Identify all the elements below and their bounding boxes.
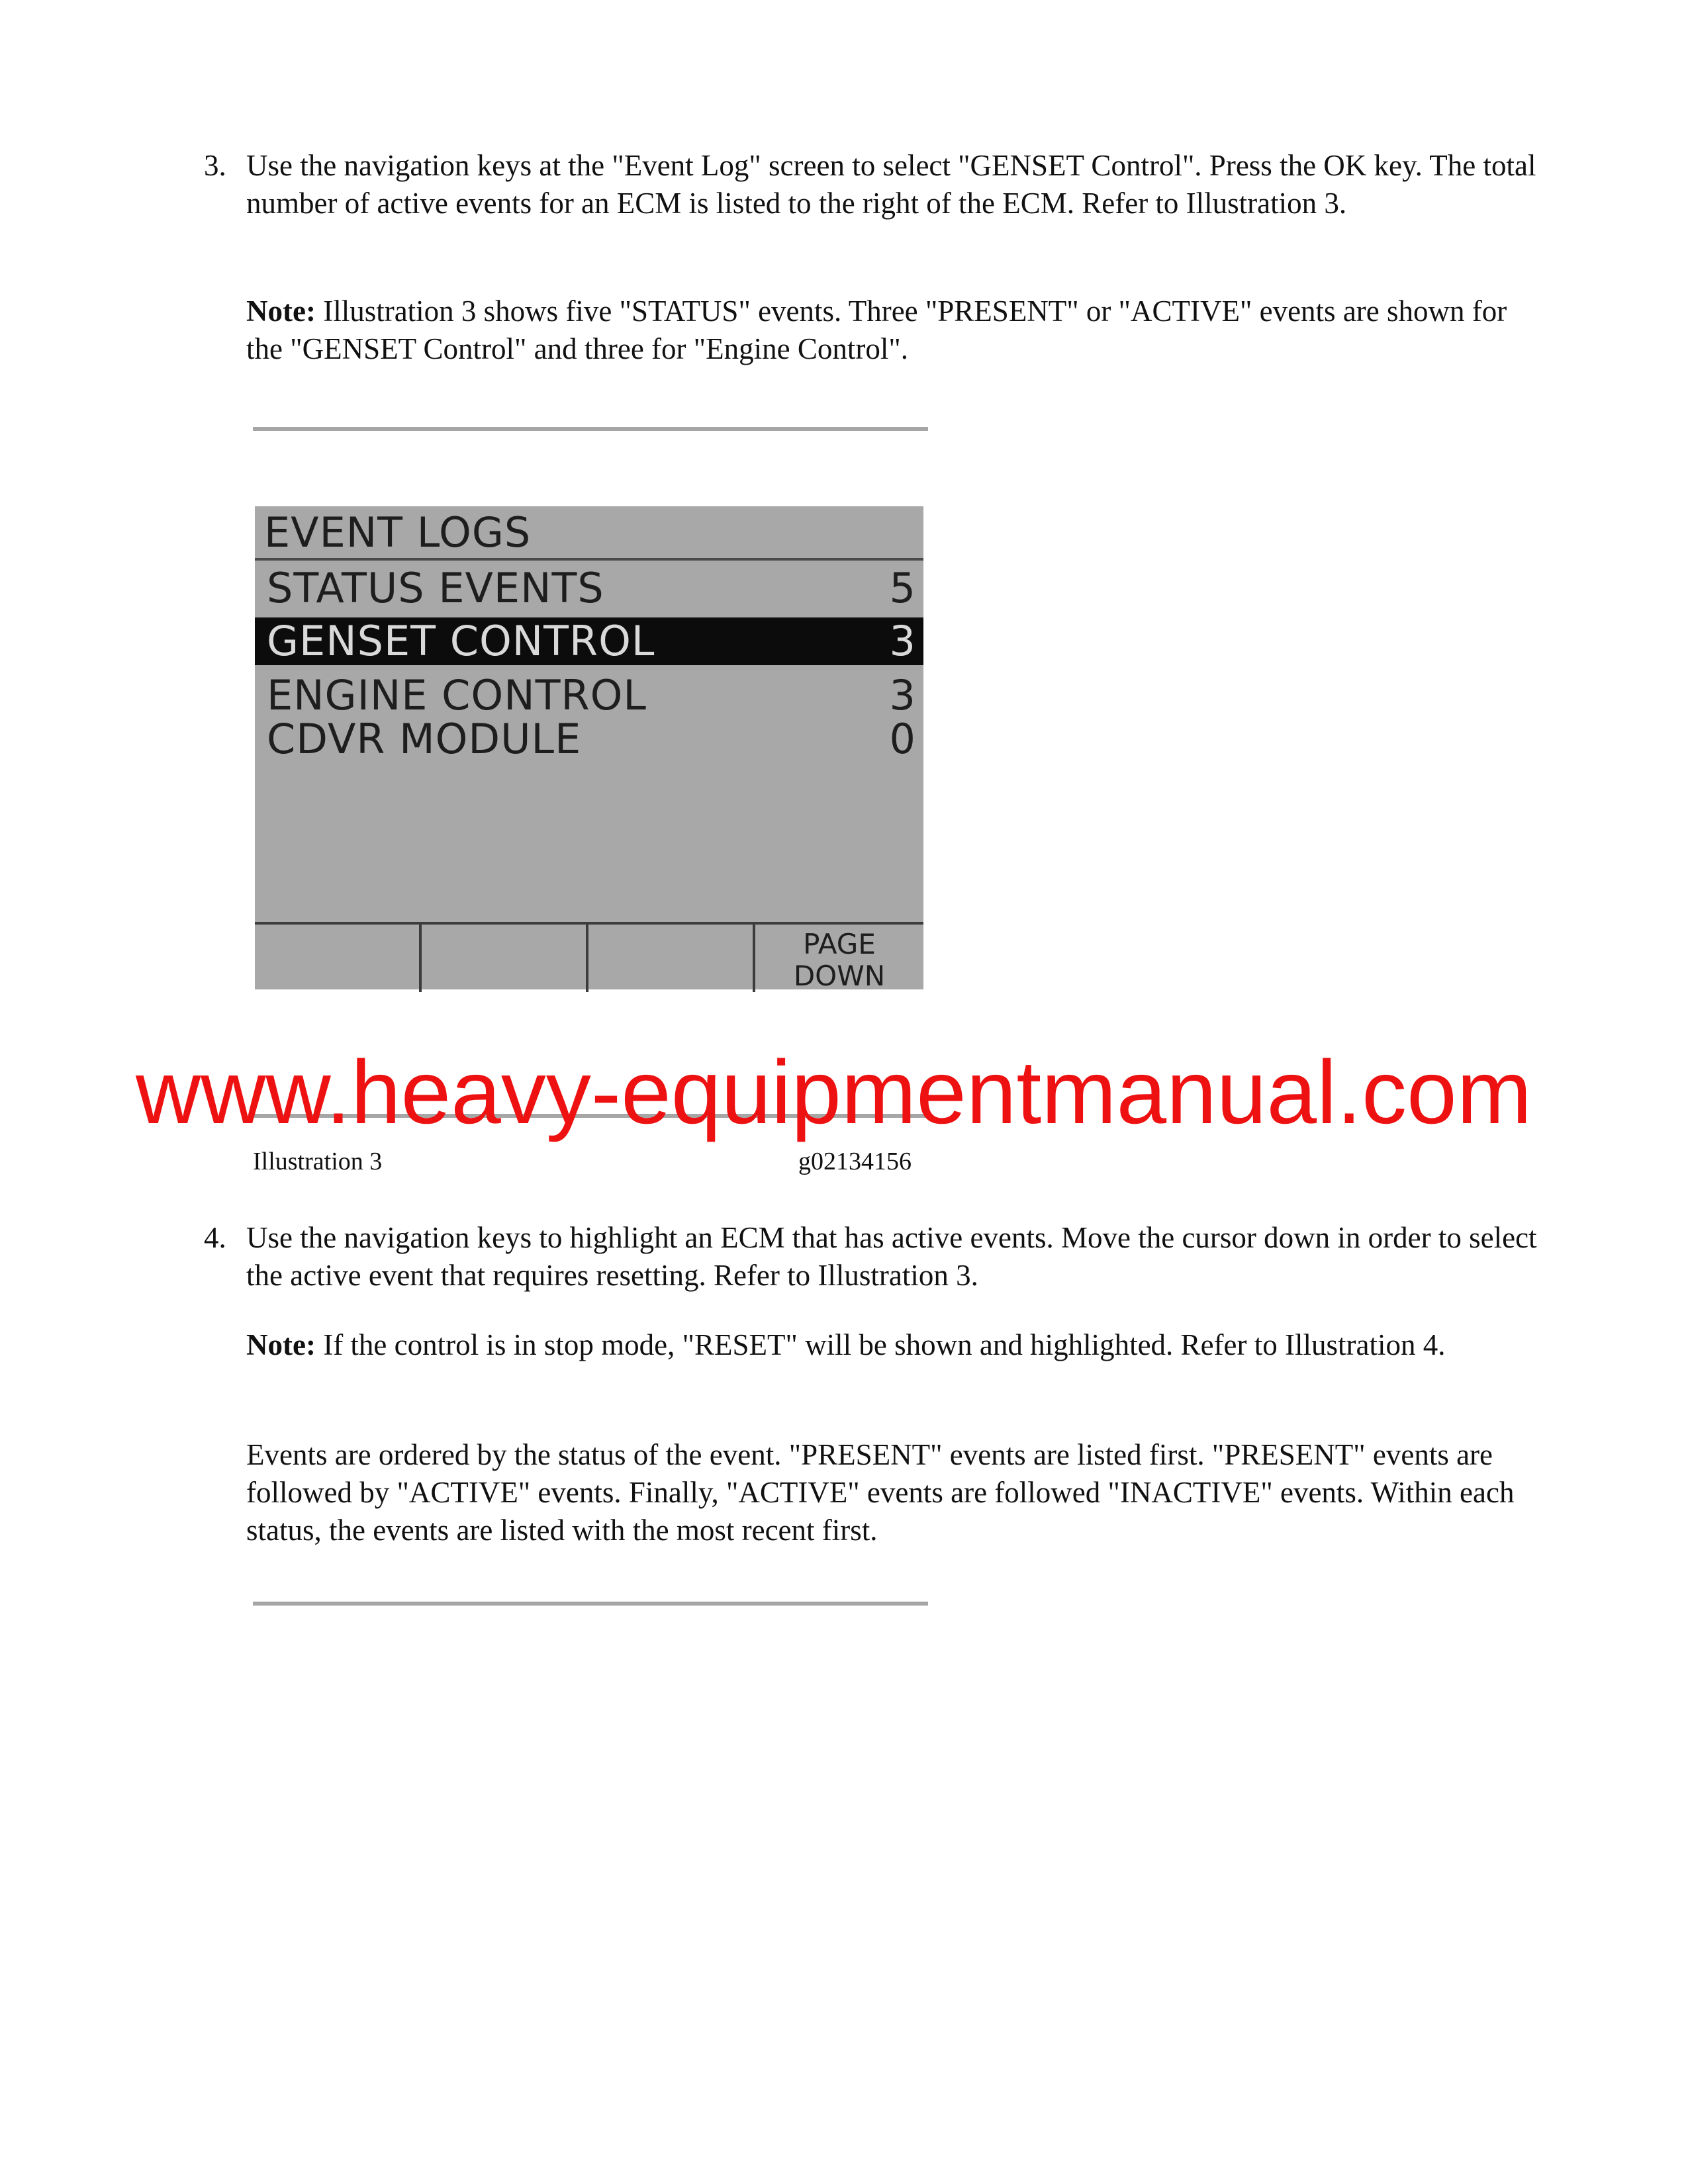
screen-header	[255, 506, 923, 558]
illustration-top-rule	[253, 427, 928, 431]
note-text: Illustration 3 shows five "STATUS" events. Three "PRESENT" or "ACTIVE" events are shown for the "GENSET Control" and three for "Engine Control".	[246, 295, 1507, 365]
menu-row-engine-control[interactable]	[255, 672, 923, 719]
illustration-id: g02134156	[798, 1148, 912, 1175]
watermark-url: www.heavy-equipmentmanual.com	[136, 1042, 1532, 1142]
row-count: 3	[889, 671, 915, 719]
step-3-text: Use the navigation keys at the "Event Log" screen to select "GENSET Control". Press the OK key. The total number of active events for an ECM is listed to the right of the ECM. Refer to Illustration 3.	[246, 149, 1536, 220]
screen-title: EVENT LOGS	[264, 508, 532, 557]
page-down-softkey[interactable]	[755, 925, 923, 992]
page-down-label: PAGE DOWN	[793, 928, 886, 992]
step-4-text: Use the navigation keys to highlight an ECM that has active events. Move the cursor down in order to select the active event that requires resetting. Refer to Illustration 3.	[246, 1221, 1537, 1292]
row-label: STATUS EVENTS	[267, 564, 604, 612]
step-3-note	[246, 293, 1537, 368]
event-logs-screen	[255, 506, 923, 992]
row-label: ENGINE CONTROL	[267, 671, 647, 719]
menu-row-genset-control[interactable]	[255, 617, 923, 665]
section-end-rule	[253, 1602, 928, 1606]
step-4-note	[246, 1326, 1537, 1364]
softkey-1[interactable]	[255, 925, 422, 992]
row-count: 3	[889, 617, 915, 665]
menu-row-cdvr-module[interactable]	[255, 715, 923, 763]
illustration-caption: Illustration 3	[253, 1148, 383, 1175]
softkey-3[interactable]	[588, 925, 755, 992]
row-count: 5	[889, 564, 915, 612]
row-label: GENSET CONTROL	[267, 617, 655, 665]
row-label: CDVR MODULE	[267, 715, 582, 763]
note-label: Note:	[246, 1328, 316, 1361]
row-count: 0	[889, 715, 915, 763]
note-text: If the control is in stop mode, "RESET" will be shown and highlighted. Refer to Illustration 4.	[315, 1328, 1446, 1361]
step-4-number: 4.	[204, 1221, 226, 1254]
softkey-2[interactable]	[422, 925, 588, 992]
step-4-paragraph: Events are ordered by the status of the event. "PRESENT" events are listed first. "PRESENT" events are followed by "ACTIVE" events. Finally, "ACTIVE" events are followed "INACTIVE" events. Within each status, the events are listed with the most recent first.	[246, 1438, 1515, 1547]
menu-row-status-events[interactable]	[255, 565, 923, 612]
header-divider	[255, 558, 923, 561]
step-3-number: 3.	[204, 149, 226, 182]
softkey-bar	[255, 922, 923, 992]
note-label: Note:	[246, 295, 316, 328]
